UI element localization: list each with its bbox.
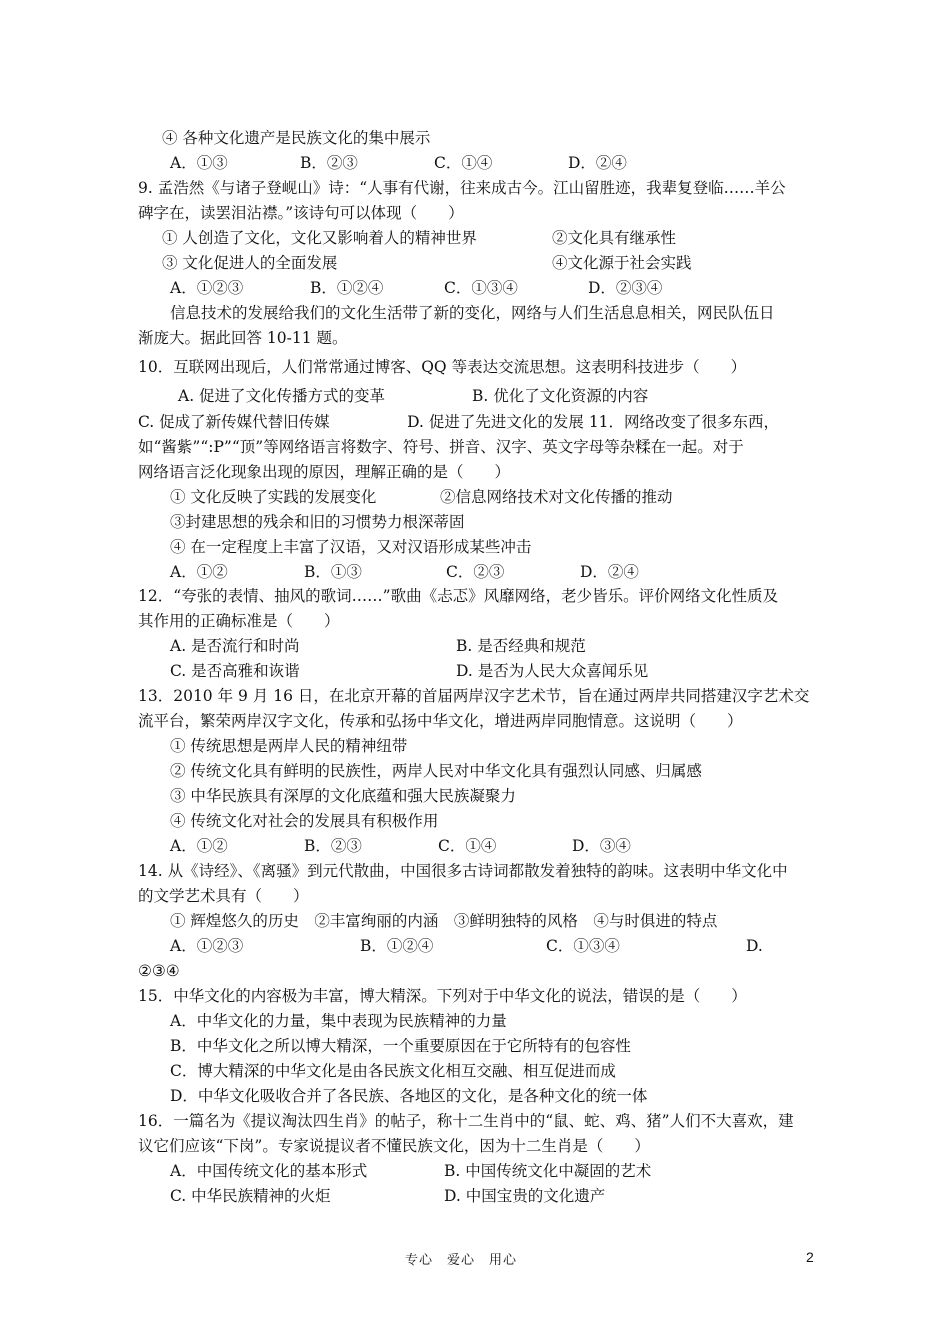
q13-stem-line1: 13．2010 年 9 月 16 日，在北京开幕的首届两岸汉字艺术节，旨在通过两岸共同搭建汉字艺术交 (138, 687, 810, 705)
q15-option-d: D．中华文化吸收合并了各民族、各地区的文化，是各种文化的统一体 (170, 1087, 648, 1105)
q11-option-d: D．②④ (580, 563, 639, 581)
q11-item2: ②信息网络技术对文化传播的推动 (440, 488, 673, 506)
q16-option-d: D. 中国宝贵的文化遗产 (444, 1187, 606, 1205)
q14-option-b: B．①②④ (360, 937, 434, 955)
q9-option-d: D．②③④ (588, 279, 663, 297)
q12-option-c: C. 是否高雅和诙谐 (170, 662, 300, 680)
q13-item1: ① 传统思想是两岸人民的精神纽带 (170, 737, 408, 755)
q10-stem: 10．互联网出现后，人们常常通过博客、QQ 等表达交流思想。这表明科技进步（ ） (138, 358, 747, 376)
q11-item1: ① 文化反映了实践的发展变化 (170, 488, 377, 506)
q11-stem-line1: 如“酱紫”“:P”“顶”等网络语言将数字、符号、拼音、汉字、英文字母等杂糅在一起。对于 (138, 438, 744, 456)
q13-item4: ④ 传统文化对社会的发展具有积极作用 (170, 812, 439, 830)
q9-item3: ③ 文化促进人的全面发展 (162, 254, 338, 272)
q12-option-a: A. 是否流行和时尚 (170, 637, 300, 655)
q9-item4: ④文化源于社会实践 (552, 254, 692, 272)
q9-item1: ① 人创造了文化，文化又影响着人的精神世界 (162, 229, 477, 247)
q16-option-c: C. 中华民族精神的火炬 (170, 1187, 331, 1205)
q9-item2: ②文化具有继承性 (552, 229, 677, 247)
q14-items: ① 辉煌悠久的历史 ②丰富绚丽的内涵 ③鲜明独特的风格 ④与时俱进的特点 (170, 912, 718, 930)
q11-option-b: B．①③ (304, 563, 362, 581)
q8-option-a: A．①③ (170, 154, 228, 172)
q16-option-b: B. 中国传统文化中凝固的艺术 (444, 1162, 652, 1180)
q16-option-a: A．中国传统文化的基本形式 (170, 1162, 368, 1180)
q9-option-c: C．①③④ (444, 279, 518, 297)
q15-stem: 15．中华文化的内容极为丰富，博大精深。下列对于中华文化的说法，错误的是（ ） (138, 987, 747, 1005)
q15-option-a: A．中华文化的力量，集中表现为民族精神的力量 (170, 1012, 507, 1030)
q9-stem-line1: 9. 孟浩然《与诸子登岘山》诗：“人事有代谢，往来成古今。江山留胜迹，我辈复登临……羊公 (138, 179, 786, 197)
q14-stem-line1: 14. 从《诗经》、《离骚》到元代散曲，中国很多古诗词都散发着独特的韵味。这表明中华文化中 (138, 862, 788, 880)
q14-option-d: D. (746, 937, 763, 955)
q13-stem-line2: 流平台，繁荣两岸汉字文化，传承和弘扬中华文化，增进两岸同胞情意。这说明（ ） (138, 712, 743, 730)
q14-option-a: A．①②③ (170, 937, 244, 955)
q13-option-c: C．①④ (438, 837, 497, 855)
q15-option-b: B．中华文化之所以博大精深，一个重要原因在于它所特有的包容性 (170, 1037, 631, 1055)
q12-option-d: D. 是否为人民大众喜闻乐见 (456, 662, 649, 680)
q9-option-b: B．①②④ (310, 279, 384, 297)
q14-option-c: C．①③④ (546, 937, 620, 955)
q12-stem-line1: 12．“夸张的表情、抽风的歌词……”歌曲《忐忑》风靡网络，老少皆乐。评价网络文化性质及 (138, 587, 779, 605)
q14-option-d-wrap: ②③④ (138, 962, 180, 980)
q13-item3: ③ 中华民族具有深厚的文化底蕴和强大民族凝聚力 (170, 787, 516, 805)
q11-option-c: C．②③ (446, 563, 505, 581)
q9-option-a: A．①②③ (170, 279, 244, 297)
q13-item2: ② 传统文化具有鲜明的民族性，两岸人民对中华文化具有强烈认同感、归属感 (170, 762, 702, 780)
q8-option-c: C．①④ (434, 154, 493, 172)
q13-option-d: D．③④ (572, 837, 631, 855)
intro-10-11-line1: 信息技术的发展给我们的文化生活带了新的变化，网络与人们生活息息相关，网民队伍日 (170, 304, 775, 322)
q15-option-c: C．博大精深的中华文化是由各民族文化相互交融、相互促进而成 (170, 1062, 616, 1080)
q10-option-a: A. 促进了文化传播方式的变革 (178, 387, 386, 405)
q13-option-a: A．①② (170, 837, 228, 855)
page-footer: 专心 爱心 用心 (405, 1253, 518, 1268)
q11-item3: ③封建思想的残余和旧的习惯势力根深蒂固 (170, 513, 465, 531)
q16-stem-line2: 议它们应该“下岗”。专家说提议者不懂民族文化，因为十二生肖是（ ） (138, 1137, 650, 1155)
q11-stem-line2: 网络语言泛化现象出现的原因，理解正确的是（ ） (138, 463, 511, 481)
q10-option-b: B. 优化了文化资源的内容 (472, 387, 649, 405)
q8-option-d: D．②④ (568, 154, 627, 172)
q14-stem-line2: 的文学艺术具有（ ） (138, 887, 309, 905)
q12-stem-line2: 其作用的正确标准是（ ） (138, 612, 340, 630)
page-number: 2 (806, 1249, 814, 1265)
q9-stem-line2: 碑字在，读罢泪沾襟。”该诗句可以体现（ ） (138, 204, 464, 222)
intro-10-11-line2: 渐庞大。据此回答 10-11 题。 (138, 329, 348, 347)
q12-option-b: B. 是否经典和规范 (456, 637, 586, 655)
q11-item4: ④ 在一定程度上丰富了汉语，又对汉语形成某些冲击 (170, 538, 532, 556)
q16-stem-line1: 16．一篇名为《提议淘汰四生肖》的帖子，称十二生肖中的“鼠、蛇、鸡、猪”人们不大喜欢，建 (138, 1112, 794, 1130)
q13-option-b: B．②③ (304, 837, 362, 855)
q10-option-cd-q11-start: C. 促成了新传媒代替旧传媒 D. 促进了先进文化的发展 11．网络改变了很多东西， (138, 413, 780, 431)
q8-option-b: B．②③ (300, 154, 358, 172)
q11-option-a: A．①② (170, 563, 228, 581)
q8-item4: ④ 各种文化遗产是民族文化的集中展示 (162, 129, 431, 147)
